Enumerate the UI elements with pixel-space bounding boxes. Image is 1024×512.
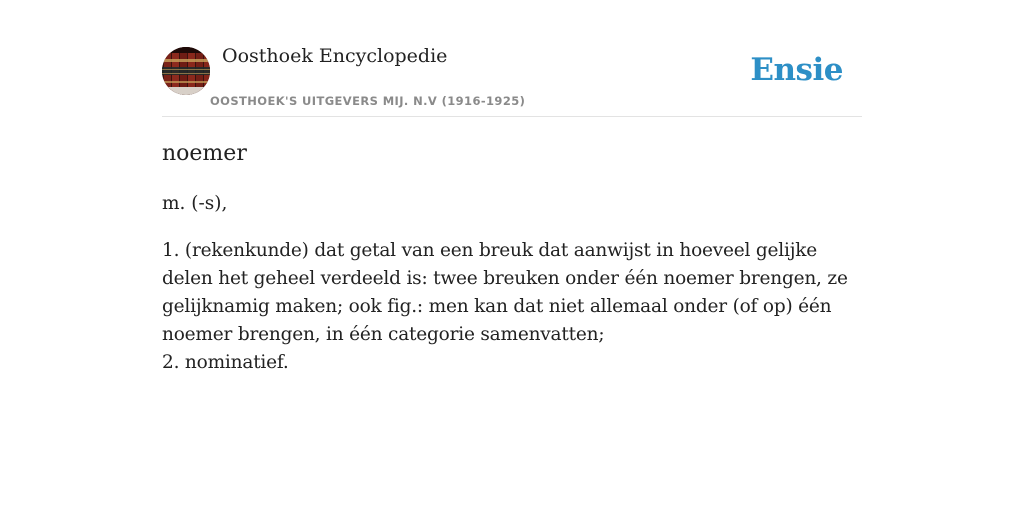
site-title-link[interactable]: Oosthoek Encyclopedie bbox=[222, 45, 448, 67]
ensie-logo-link[interactable]: Ensie bbox=[750, 52, 843, 88]
publisher-label: OOSTHOEK'S UITGEVERS MIJ. N.V (1916-1925) bbox=[210, 94, 526, 108]
site-header bbox=[162, 40, 862, 117]
book-spines-icon[interactable] bbox=[162, 47, 210, 95]
entry-grammar: m. (-s), bbox=[162, 193, 228, 214]
entry-content bbox=[162, 140, 862, 377]
definition-item: 2. nominatief. bbox=[162, 352, 289, 373]
entry-definitions bbox=[162, 237, 862, 377]
definition-item: 1. (rekenkunde) dat getal van een breuk dat aanwijst in hoeveel gelijke delen het geheel verdeeld is: twee breuken onder één noemer brengen, ze gelijknamig maken; ook fig.: men kan dat niet allemaal onder (of op) één noemer brengen, in één categorie samenvatten; bbox=[162, 240, 848, 345]
entry-headword: noemer bbox=[162, 141, 247, 166]
